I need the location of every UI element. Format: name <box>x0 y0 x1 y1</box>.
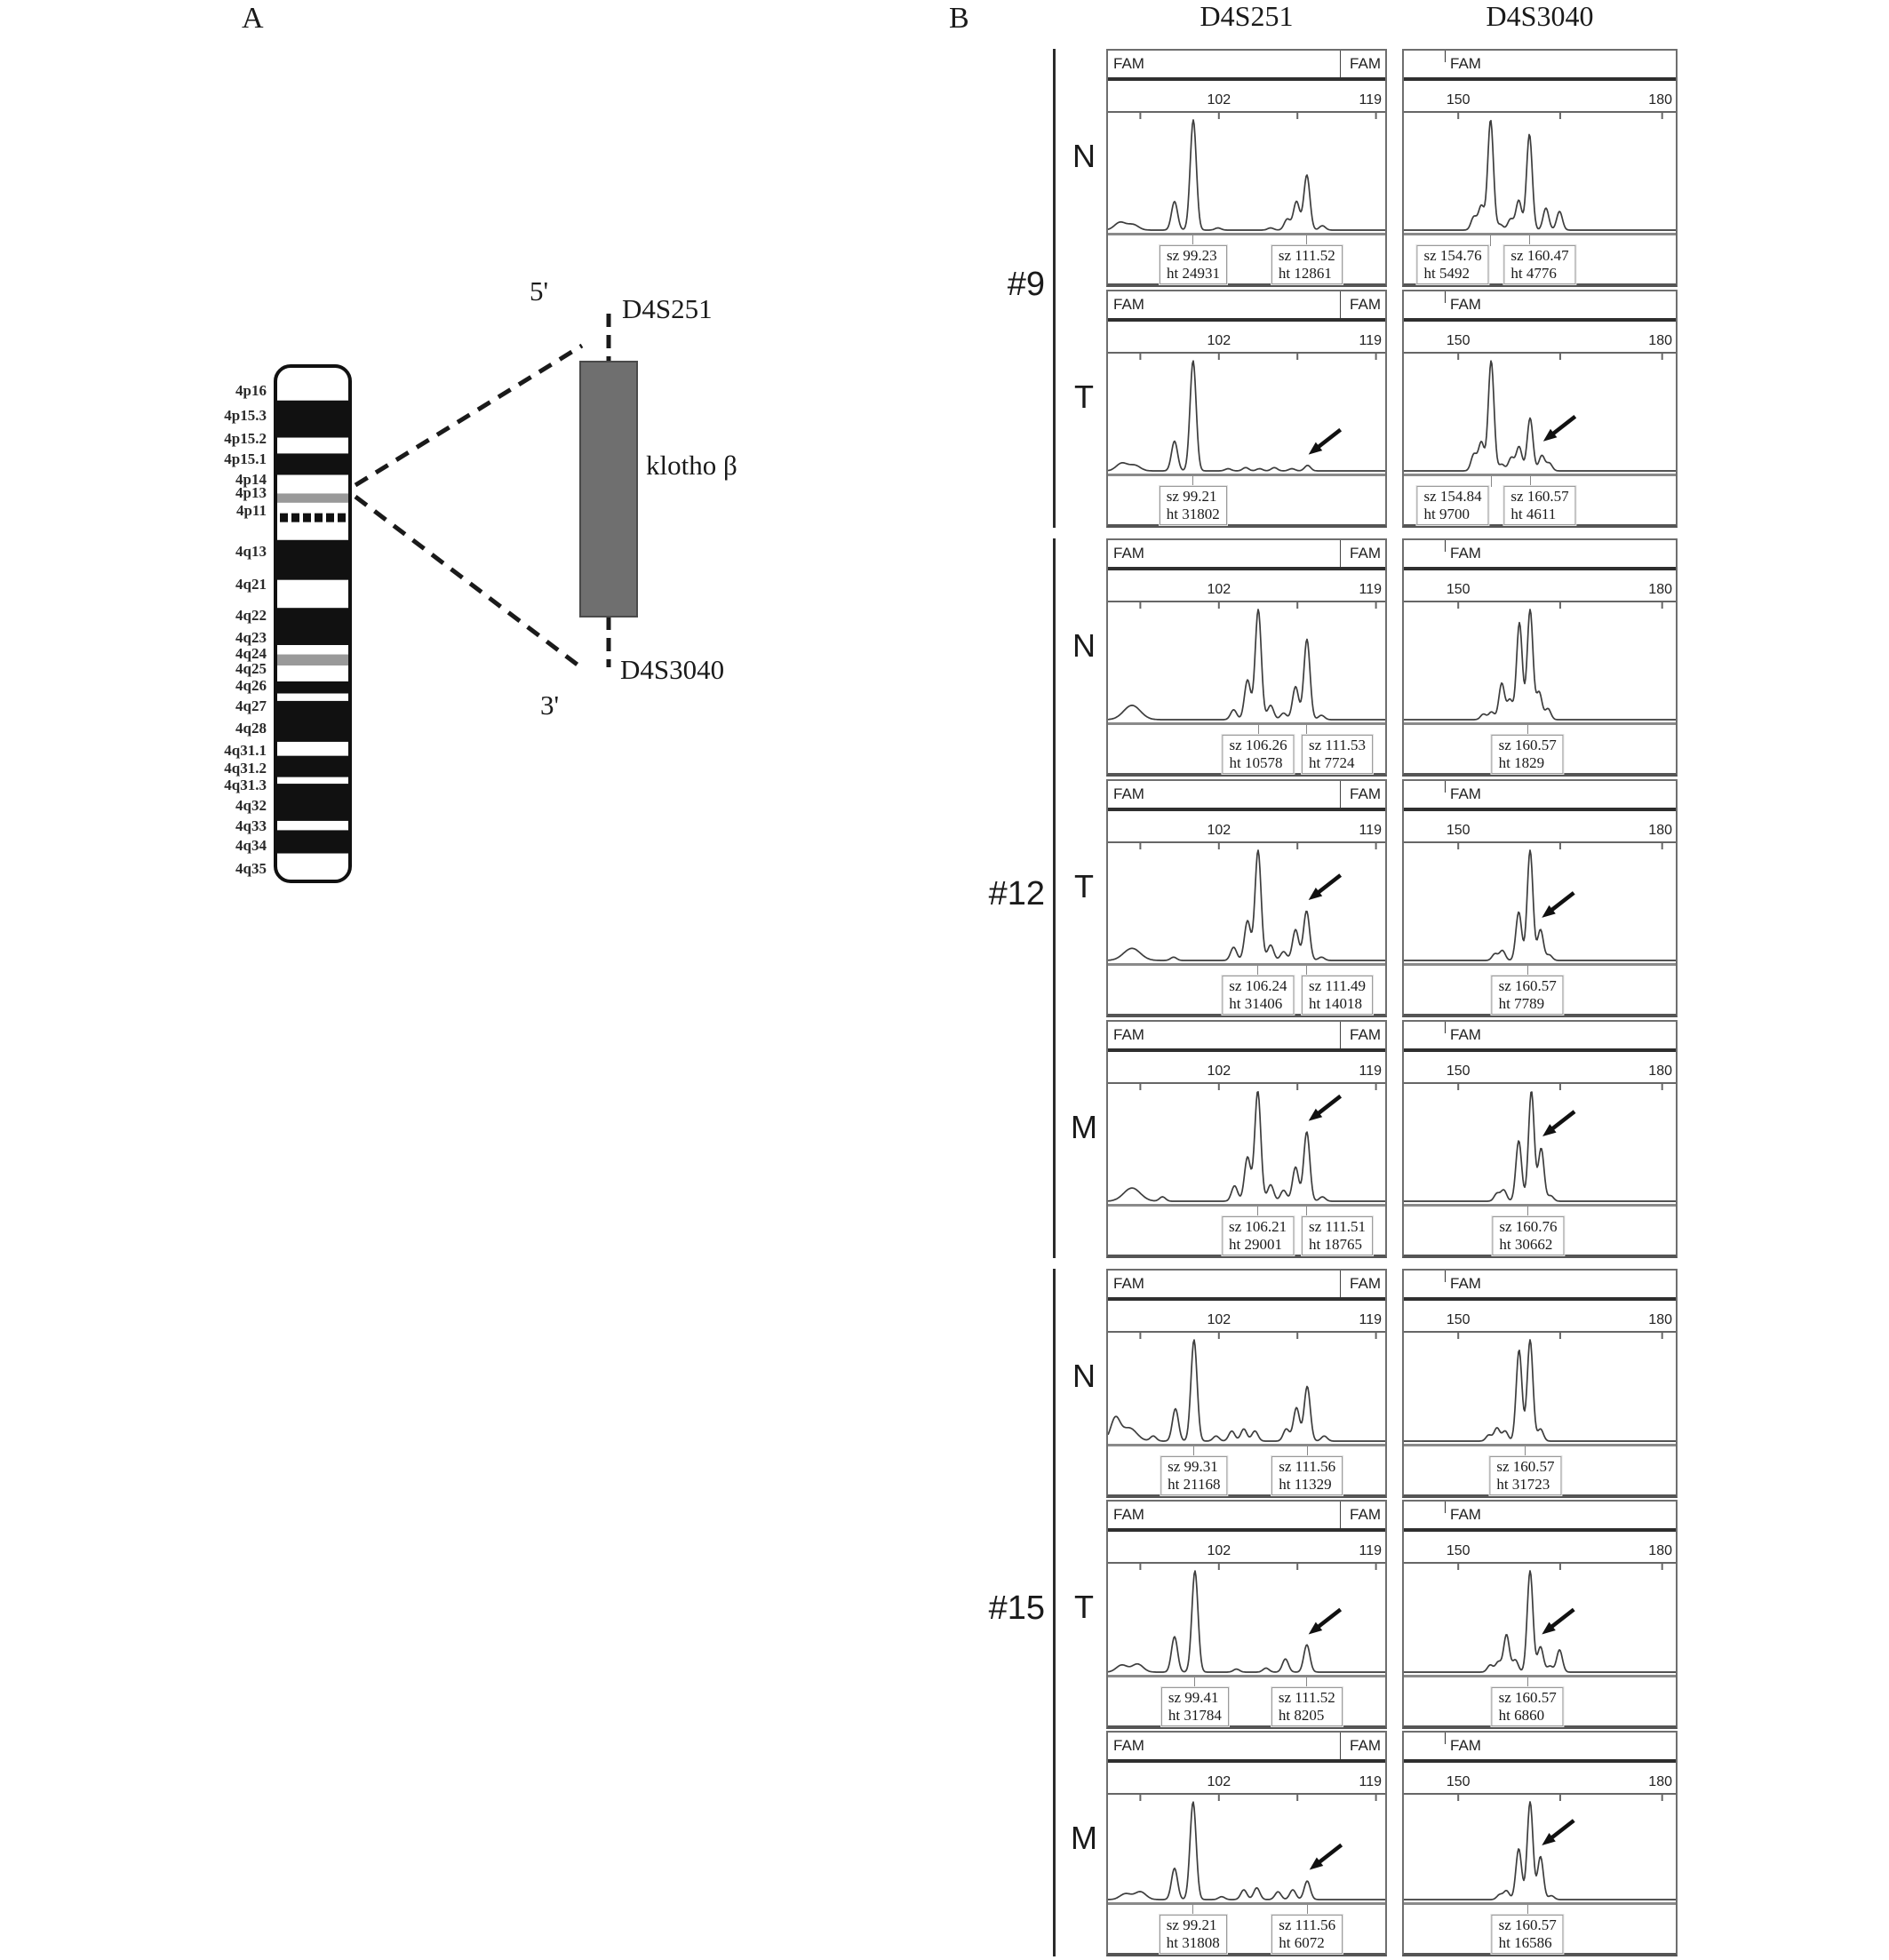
chromosome-band-label: 4q22 <box>235 607 267 625</box>
ht-value: ht 9700 <box>1423 506 1470 522</box>
fam-label: FAM <box>1350 1737 1381 1754</box>
chromosome-band-label: 4q24 <box>235 645 267 663</box>
ht-value: ht 8205 <box>1278 1707 1325 1724</box>
fam-bar <box>1404 1733 1676 1763</box>
sz-ht-box <box>1271 245 1343 284</box>
ht-value: ht 21168 <box>1168 1476 1221 1493</box>
sz-ht-box <box>1492 1216 1564 1255</box>
fam-label: FAM <box>1113 296 1144 313</box>
fam-bar <box>1108 540 1385 570</box>
sz-ht-box <box>1492 1687 1564 1726</box>
fam-label: FAM <box>1450 1737 1481 1754</box>
sz-ht-box <box>1302 735 1373 774</box>
fam-divider <box>1340 781 1341 808</box>
fam-bar <box>1108 1271 1385 1301</box>
electropherogram-trace <box>1108 1793 1385 1905</box>
peak-connector-line <box>1490 235 1491 246</box>
size-ruler <box>1404 1763 1676 1793</box>
electropherogram-trace <box>1108 1082 1385 1207</box>
ht-value: ht 12861 <box>1278 265 1332 282</box>
electropherogram-panel <box>1106 1020 1387 1258</box>
annotation-area <box>1108 1446 1385 1494</box>
mutant-allele-arrow-icon <box>1316 430 1340 449</box>
size-tick-label: 180 <box>1648 1774 1672 1789</box>
ht-value: ht 11329 <box>1279 1476 1332 1493</box>
ht-value: ht 14018 <box>1309 995 1363 1012</box>
sz-value: sz 99.23 <box>1166 247 1217 264</box>
size-ruler <box>1404 570 1676 601</box>
electropherogram-trace <box>1108 1562 1385 1677</box>
fam-label: FAM <box>1350 1506 1381 1523</box>
size-tick-label: 180 <box>1648 1543 1672 1558</box>
panel-a-label: A <box>242 2 264 35</box>
fam-divider <box>1340 291 1341 318</box>
ht-value: ht 31723 <box>1496 1476 1550 1493</box>
size-ruler <box>1404 811 1676 841</box>
sz-ht-box <box>1222 976 1294 1015</box>
sz-ht-box <box>1160 1456 1227 1495</box>
fam-label: FAM <box>1113 1737 1144 1754</box>
fam-tick <box>1445 1271 1446 1282</box>
fam-bar <box>1404 781 1676 811</box>
annotation-area <box>1404 966 1676 1014</box>
ht-value: ht 24931 <box>1166 265 1220 282</box>
fam-label: FAM <box>1113 545 1144 562</box>
fam-label: FAM <box>1350 785 1381 802</box>
panel-b-label: B <box>949 2 969 35</box>
annotation-area <box>1108 966 1385 1014</box>
column-header-d4s3040: D4S3040 <box>1486 0 1594 32</box>
row-label: T <box>1074 378 1094 415</box>
electropherogram-trace <box>1404 1562 1676 1677</box>
size-tick-label: 102 <box>1207 333 1231 348</box>
chromosome-band-label: 4p15.3 <box>224 406 267 424</box>
sz-ht-box <box>1492 735 1564 774</box>
size-ruler <box>1108 811 1385 841</box>
fam-divider <box>1340 51 1341 77</box>
ht-value: ht 4776 <box>1510 265 1557 282</box>
chromosome-band-label: 4p15.1 <box>224 450 267 467</box>
size-tick-label: 102 <box>1207 1543 1231 1558</box>
annotation-area <box>1108 1905 1385 1953</box>
chromosome-band-label: 4q32 <box>235 797 267 815</box>
sz-value: sz 111.52 <box>1278 247 1335 264</box>
chromosome-band-label: 4q25 <box>235 660 267 678</box>
annotation-area <box>1404 476 1676 524</box>
fam-tick <box>1445 540 1446 552</box>
size-tick-label: 119 <box>1359 1774 1382 1789</box>
electropherogram-trace <box>1404 601 1676 725</box>
sz-ht-box <box>1416 245 1488 284</box>
size-ruler <box>1108 1301 1385 1331</box>
sz-value: sz 111.56 <box>1279 1458 1336 1475</box>
sz-ht-box <box>1492 1915 1564 1954</box>
fam-bar <box>1108 781 1385 811</box>
sample-label: #12 <box>988 875 1045 912</box>
electropherogram-trace <box>1108 601 1385 725</box>
electropherogram-trace <box>1404 1082 1676 1207</box>
fam-label: FAM <box>1450 785 1481 802</box>
annotation-area <box>1404 1446 1676 1494</box>
sz-ht-box <box>1416 486 1488 525</box>
fam-label: FAM <box>1113 1275 1144 1292</box>
annotation-area <box>1404 1207 1676 1255</box>
electropherogram-panel <box>1106 1269 1387 1498</box>
chromosome-band-label: 4q13 <box>235 542 267 560</box>
electropherogram-trace <box>1404 1793 1676 1905</box>
size-ruler <box>1404 1301 1676 1331</box>
ht-value: ht 18765 <box>1309 1236 1363 1253</box>
sz-value: sz 154.84 <box>1423 488 1482 505</box>
sz-ht-box <box>1503 486 1575 525</box>
five-prime-label: 5' <box>530 275 549 307</box>
sz-ht-box <box>1160 245 1227 284</box>
fam-label: FAM <box>1113 1026 1144 1043</box>
sz-ht-box <box>1302 1216 1373 1255</box>
fam-bar <box>1404 51 1676 81</box>
sz-value: sz 111.51 <box>1309 1218 1366 1235</box>
annotation-area <box>1108 1677 1385 1725</box>
fam-label: FAM <box>1350 55 1381 72</box>
size-tick-label: 150 <box>1446 582 1471 597</box>
chromosome-band-label: 4q31.3 <box>224 776 267 793</box>
row-label: M <box>1071 1820 1097 1856</box>
size-tick-label: 119 <box>1359 1543 1382 1558</box>
electropherogram-trace <box>1404 1331 1676 1446</box>
size-tick-label: 150 <box>1446 823 1471 838</box>
fam-divider <box>1340 1733 1341 1759</box>
ht-value: ht 1829 <box>1498 754 1545 771</box>
marker-d4s3040-label: D4S3040 <box>620 654 725 685</box>
mutant-allele-arrow-icon <box>1316 875 1340 894</box>
electropherogram-panel <box>1402 290 1678 528</box>
sz-value: sz 160.57 <box>1498 737 1557 753</box>
fam-label: FAM <box>1113 1506 1144 1523</box>
size-tick-label: 102 <box>1207 1774 1231 1789</box>
electropherogram-panel <box>1402 1020 1678 1258</box>
sample-group-line <box>1053 1269 1056 1956</box>
fam-bar <box>1404 540 1676 570</box>
fam-bar <box>1108 1733 1385 1763</box>
fam-bar <box>1404 1022 1676 1052</box>
fam-tick <box>1445 51 1446 62</box>
chromosome-band-label: 4p14 <box>235 471 267 489</box>
ht-value: ht 31808 <box>1166 1934 1220 1951</box>
electropherogram-trace <box>1404 352 1676 476</box>
electropherogram-trace <box>1108 1331 1385 1446</box>
sz-ht-box <box>1160 486 1227 525</box>
size-tick-label: 102 <box>1207 92 1231 108</box>
chromosome-band-label: 4p13 <box>235 484 267 501</box>
row-label: T <box>1074 868 1094 904</box>
fam-bar <box>1404 1502 1676 1532</box>
annotation-area <box>1404 725 1676 773</box>
fam-label: FAM <box>1450 545 1481 562</box>
annotation-area <box>1404 1905 1676 1953</box>
sz-value: sz 160.76 <box>1499 1218 1558 1235</box>
size-tick-label: 150 <box>1446 333 1471 348</box>
size-ruler <box>1404 1052 1676 1082</box>
electropherogram-panel <box>1106 49 1387 287</box>
fam-tick <box>1445 781 1446 793</box>
row-label: T <box>1074 1589 1094 1625</box>
size-ruler <box>1108 570 1385 601</box>
electropherogram-panel <box>1106 779 1387 1017</box>
electropherogram-panel <box>1402 779 1678 1017</box>
sz-value: sz 160.57 <box>1496 1458 1555 1475</box>
size-tick-label: 180 <box>1648 92 1672 108</box>
mutant-allele-arrow-icon <box>1316 1096 1340 1115</box>
sz-value: sz 106.26 <box>1229 737 1287 753</box>
chromosome-band-label: 4q33 <box>235 817 267 834</box>
column-header-d4s251: D4S251 <box>1200 0 1294 32</box>
chromosome-band-label: 4q31.1 <box>224 741 267 759</box>
chromosome-band-label: 4q31.2 <box>224 760 267 777</box>
sample-group-line <box>1053 538 1056 1258</box>
size-ruler <box>1404 1532 1676 1562</box>
sz-ht-box <box>1489 1456 1561 1495</box>
sz-ht-box <box>1271 1915 1343 1954</box>
size-tick-label: 102 <box>1207 1064 1231 1079</box>
annotation-area <box>1404 235 1676 283</box>
fam-bar <box>1108 1502 1385 1532</box>
sz-value: sz 111.56 <box>1279 1916 1336 1933</box>
mutant-allele-arrow-icon <box>1550 1610 1574 1629</box>
sz-value: sz 160.57 <box>1498 1689 1557 1706</box>
mutant-allele-arrow-icon <box>1550 1111 1574 1130</box>
three-prime-label: 3' <box>540 689 560 721</box>
fam-bar <box>1108 1022 1385 1052</box>
annotation-area <box>1108 1207 1385 1255</box>
sz-value: sz 160.47 <box>1510 247 1569 264</box>
size-tick-label: 150 <box>1446 1064 1471 1079</box>
gene-klotho-beta-label: klotho β <box>646 450 737 481</box>
size-tick-label: 119 <box>1359 823 1382 838</box>
ht-value: ht 6072 <box>1279 1934 1325 1951</box>
size-tick-label: 119 <box>1359 92 1382 108</box>
ht-value: ht 29001 <box>1228 1236 1282 1253</box>
electropherogram-trace <box>1404 841 1676 966</box>
chromosome-band-label: 4q27 <box>235 697 267 715</box>
electropherogram-trace <box>1108 111 1385 235</box>
sz-value: sz 106.24 <box>1229 977 1287 994</box>
size-ruler <box>1404 322 1676 352</box>
fam-label: FAM <box>1450 1275 1481 1292</box>
ht-value: ht 31784 <box>1168 1707 1222 1724</box>
sz-value: sz 111.52 <box>1278 1689 1335 1706</box>
fam-label: FAM <box>1450 1506 1481 1523</box>
size-tick-label: 119 <box>1359 1064 1382 1079</box>
electropherogram-panel <box>1402 1500 1678 1729</box>
size-ruler <box>1108 1532 1385 1562</box>
fam-tick <box>1445 1022 1446 1033</box>
fam-divider <box>1340 1502 1341 1528</box>
size-tick-label: 150 <box>1446 92 1471 108</box>
sz-ht-box <box>1271 1687 1343 1726</box>
electropherogram-trace <box>1404 111 1676 235</box>
chromosome-band-label: 4p16 <box>235 382 267 400</box>
sz-value: sz 160.57 <box>1498 1916 1557 1933</box>
fam-label: FAM <box>1113 785 1144 802</box>
sz-value: sz 106.21 <box>1228 1218 1287 1235</box>
electropherogram-panel <box>1402 49 1678 287</box>
size-tick-label: 150 <box>1446 1774 1471 1789</box>
electropherogram-trace <box>1108 841 1385 966</box>
size-ruler <box>1404 81 1676 111</box>
fam-bar <box>1404 1271 1676 1301</box>
sz-ht-box <box>1161 1687 1229 1726</box>
electropherogram-panel <box>1402 1731 1678 1956</box>
electropherogram-panel <box>1106 290 1387 528</box>
chromosome-band-label: 4p15.2 <box>224 429 267 447</box>
fam-label: FAM <box>1350 296 1381 313</box>
fam-bar <box>1108 291 1385 322</box>
sample-group-line <box>1053 49 1056 528</box>
chromosome-band-label: 4q28 <box>235 719 267 737</box>
ht-value: ht 16586 <box>1498 1934 1552 1951</box>
electropherogram-panel <box>1106 1500 1387 1729</box>
fam-label: FAM <box>1113 55 1144 72</box>
sz-value: sz 99.31 <box>1168 1458 1218 1475</box>
chromosome-band-label: 4q35 <box>235 859 267 877</box>
chromosome-band-label: 4q21 <box>235 575 267 593</box>
electropherogram-panel <box>1402 1269 1678 1498</box>
annotation-area <box>1108 235 1385 283</box>
sz-value: sz 111.53 <box>1309 737 1366 753</box>
annotation-area <box>1404 1677 1676 1725</box>
ht-value: ht 5492 <box>1423 265 1470 282</box>
sample-label: #9 <box>1007 265 1045 303</box>
sz-value: sz 160.57 <box>1498 977 1557 994</box>
size-tick-label: 102 <box>1207 582 1231 597</box>
sz-ht-box <box>1223 735 1295 774</box>
peak-connector-line <box>1491 476 1492 487</box>
fam-label: FAM <box>1350 545 1381 562</box>
annotation-area <box>1108 476 1385 524</box>
size-tick-label: 150 <box>1446 1312 1471 1327</box>
sz-value: sz 154.76 <box>1423 247 1482 264</box>
size-tick-label: 119 <box>1359 1312 1382 1327</box>
fam-divider <box>1340 540 1341 567</box>
size-tick-label: 180 <box>1648 582 1672 597</box>
electropherogram-panel <box>1402 538 1678 777</box>
sz-ht-box <box>1492 976 1564 1015</box>
fam-label: FAM <box>1450 55 1481 72</box>
ht-value: ht 7789 <box>1498 995 1545 1012</box>
size-tick-label: 180 <box>1648 1064 1672 1079</box>
fam-tick <box>1445 291 1446 303</box>
fam-divider <box>1340 1271 1341 1297</box>
fam-label: FAM <box>1450 296 1481 313</box>
mutant-allele-arrow-icon <box>1550 1821 1574 1839</box>
chromosome-band-label: 4p11 <box>235 501 267 519</box>
size-tick-label: 180 <box>1648 1312 1672 1327</box>
fam-divider <box>1340 1022 1341 1048</box>
sample-label: #15 <box>988 1590 1045 1627</box>
sz-ht-box <box>1302 976 1373 1015</box>
fam-bar <box>1404 291 1676 322</box>
size-tick-label: 119 <box>1359 582 1382 597</box>
fam-tick <box>1445 1733 1446 1744</box>
fam-bar <box>1108 51 1385 81</box>
ht-value: ht 6860 <box>1498 1707 1545 1724</box>
sz-ht-box <box>1271 1456 1343 1495</box>
mutant-allele-arrow-icon <box>1316 1610 1340 1629</box>
electropherogram-trace <box>1108 352 1385 476</box>
size-ruler <box>1108 1052 1385 1082</box>
ht-value: ht 7724 <box>1309 754 1355 771</box>
sz-ht-box <box>1160 1915 1227 1954</box>
size-ruler <box>1108 1763 1385 1793</box>
ht-value: ht 4611 <box>1510 506 1557 522</box>
size-tick-label: 150 <box>1446 1543 1471 1558</box>
mutant-allele-arrow-icon <box>1317 1845 1341 1864</box>
marker-d4s251-label: D4S251 <box>622 293 713 324</box>
sz-value: sz 99.21 <box>1166 488 1217 505</box>
annotation-area <box>1108 725 1385 773</box>
size-ruler <box>1108 81 1385 111</box>
size-tick-label: 119 <box>1359 333 1382 348</box>
mutant-allele-arrow-icon <box>1550 893 1574 912</box>
sz-value: sz 99.41 <box>1168 1689 1219 1706</box>
ht-value: ht 10578 <box>1229 754 1283 771</box>
fam-tick <box>1445 1502 1446 1513</box>
size-tick-label: 102 <box>1207 1312 1231 1327</box>
ht-value: ht 31406 <box>1229 995 1283 1012</box>
chromosome-band-label: 4q34 <box>235 836 267 854</box>
fam-label: FAM <box>1350 1026 1381 1043</box>
row-label: N <box>1072 138 1096 174</box>
fam-label: FAM <box>1350 1275 1381 1292</box>
size-tick-label: 102 <box>1207 823 1231 838</box>
electropherogram-panel <box>1106 1731 1387 1956</box>
mutant-allele-arrow-icon <box>1551 417 1575 435</box>
row-label: M <box>1071 1109 1097 1145</box>
size-tick-label: 180 <box>1648 823 1672 838</box>
chromosome-band-label: 4q23 <box>235 628 267 646</box>
row-label: N <box>1072 627 1096 664</box>
row-label: N <box>1072 1358 1096 1394</box>
electropherogram-panel <box>1106 538 1387 777</box>
chromosome-band-label: 4q26 <box>235 676 267 694</box>
size-tick-label: 180 <box>1648 333 1672 348</box>
sz-ht-box <box>1503 245 1575 284</box>
sz-ht-box <box>1222 1216 1294 1255</box>
ht-value: ht 31802 <box>1166 506 1220 522</box>
size-ruler <box>1108 322 1385 352</box>
ht-value: ht 30662 <box>1499 1236 1553 1253</box>
sz-value: sz 111.49 <box>1309 977 1366 994</box>
sz-value: sz 160.57 <box>1510 488 1569 505</box>
sz-value: sz 99.21 <box>1166 1916 1217 1933</box>
fam-label: FAM <box>1450 1026 1481 1043</box>
